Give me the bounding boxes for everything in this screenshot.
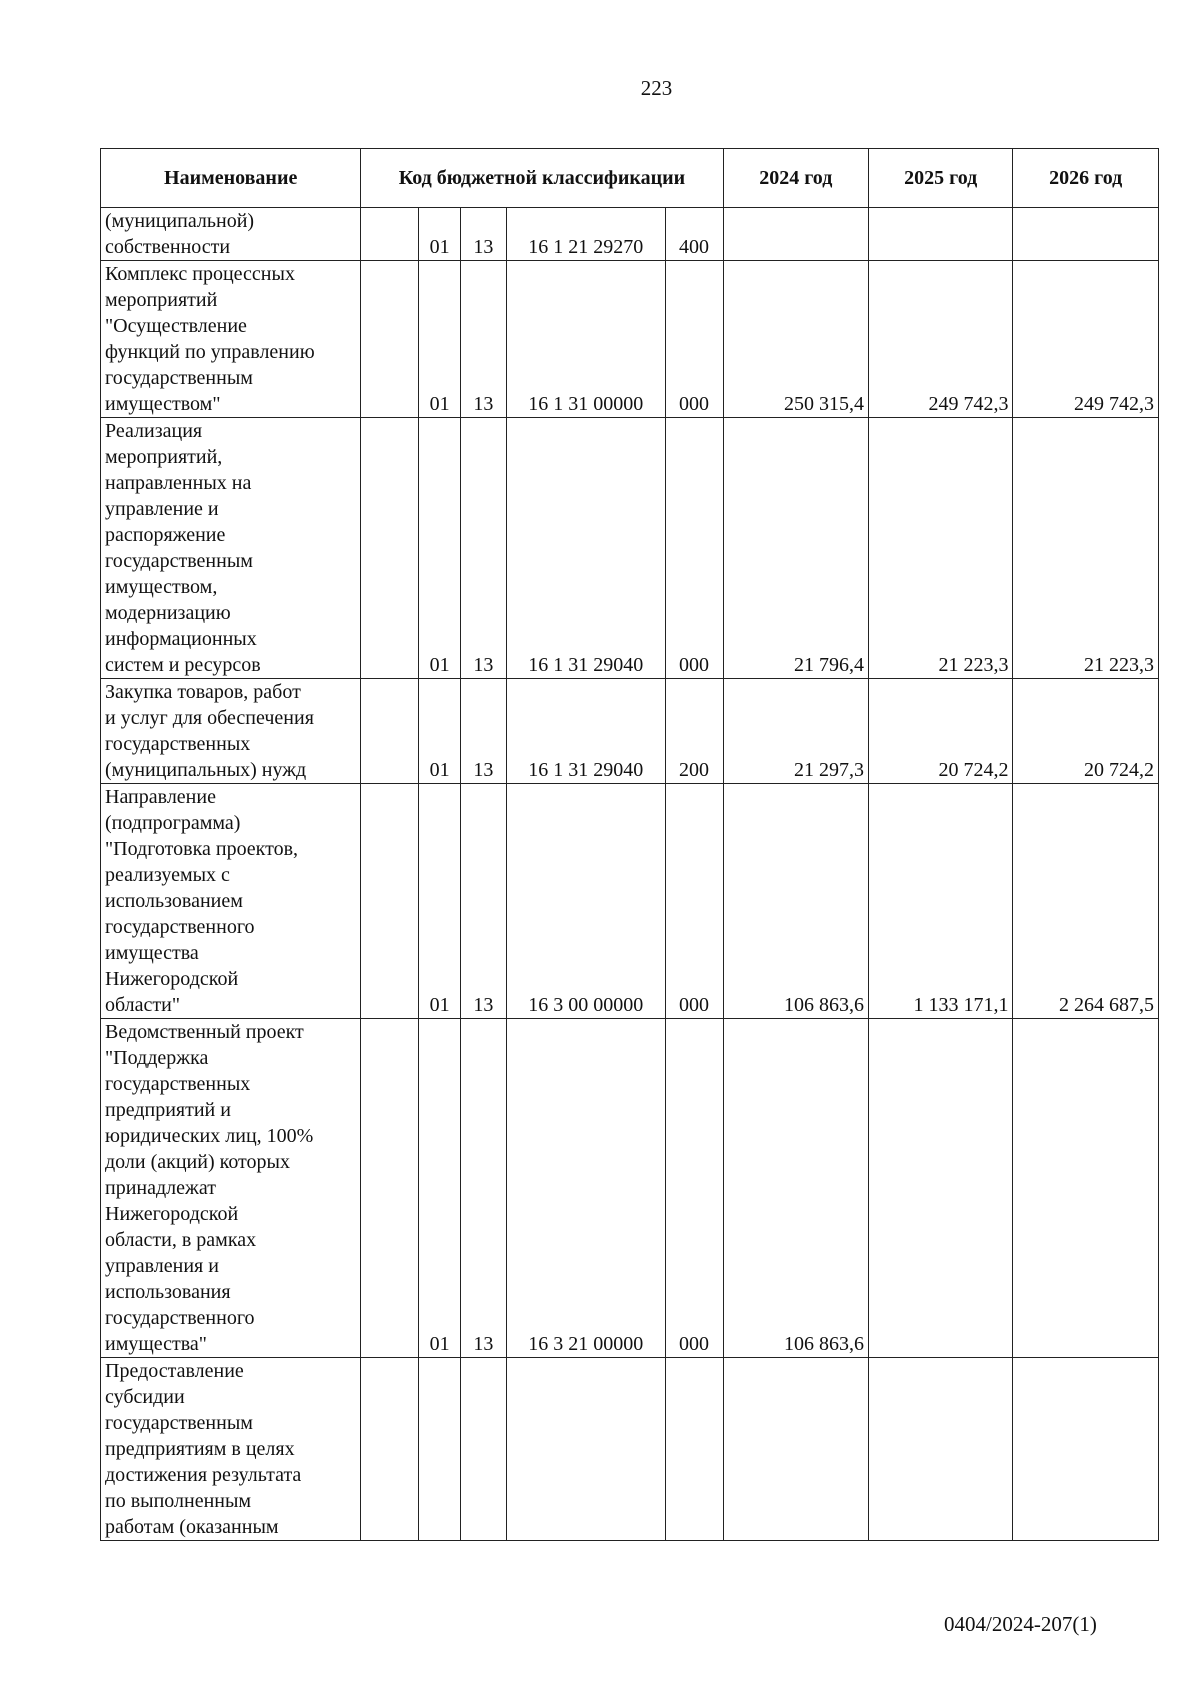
value-2025: 20 724,2 [869,679,1013,784]
code-section [419,1358,461,1541]
row-name: (муниципальной) собственности [101,208,361,261]
code-subsection: 13 [460,418,506,679]
code-subsection [460,1358,506,1541]
row-name: Предоставление субсидии государственным предприятиям в целях достижения результата по выполненным работам (оказанным [101,1358,361,1541]
header-2025: 2025 год [869,149,1013,208]
code-expense-type [665,1358,723,1541]
table-row [101,208,1159,261]
code-part-0 [361,784,419,1019]
code-expense-type: 000 [665,418,723,679]
value-2026: 249 742,3 [1013,261,1159,418]
value-2025 [869,208,1013,261]
code-target-article: 16 1 31 29040 [506,679,665,784]
row-name: Ведомственный проект "Поддержка государственных предприятий и юридических лиц, 100% доли (акций) которых принадлежат Нижегородской области, в рамках управления и использования государственного имущества" [101,1019,361,1358]
value-2026: 2 264 687,5 [1013,784,1159,1019]
header-2024: 2024 год [723,149,869,208]
code-subsection: 13 [460,784,506,1019]
code-target-article: 16 1 21 29270 [506,208,665,261]
code-expense-type: 200 [665,679,723,784]
code-subsection: 13 [460,261,506,418]
code-section: 01 [419,679,461,784]
code-part-0 [361,418,419,679]
value-2026 [1013,1019,1159,1358]
value-2024 [723,1358,869,1541]
value-2025: 1 133 171,1 [869,784,1013,1019]
code-section: 01 [419,261,461,418]
value-2026 [1013,1358,1159,1541]
table-row [101,418,1159,679]
row-name: Реализация мероприятий, направленных на управление и распоряжение государственным имуществом, модернизацию информационных систем и ресурсов [101,418,361,679]
table-header-row [101,149,1159,208]
header-name: Наименование [101,149,361,208]
table-row [101,1358,1159,1541]
value-2025 [869,1358,1013,1541]
code-part-0 [361,208,419,261]
code-expense-type: 400 [665,208,723,261]
value-2024: 106 863,6 [723,784,869,1019]
code-part-0 [361,1019,419,1358]
value-2026: 20 724,2 [1013,679,1159,784]
header-2026: 2026 год [1013,149,1159,208]
value-2025 [869,1019,1013,1358]
code-target-article: 16 3 21 00000 [506,1019,665,1358]
value-2026: 21 223,3 [1013,418,1159,679]
row-name: Направление (подпрограмма) "Подготовка проектов, реализуемых с использованием государственного имущества Нижегородской области" [101,784,361,1019]
table-row [101,784,1159,1019]
code-subsection: 13 [460,1019,506,1358]
code-expense-type: 000 [665,1019,723,1358]
code-target-article [506,1358,665,1541]
document-code: 0404/2024-207(1) [944,1612,1097,1636]
code-part-0 [361,261,419,418]
value-2024: 21 297,3 [723,679,869,784]
value-2024: 21 796,4 [723,418,869,679]
code-subsection: 13 [460,679,506,784]
code-target-article: 16 3 00 00000 [506,784,665,1019]
code-part-0 [361,1358,419,1541]
code-section: 01 [419,418,461,679]
code-subsection: 13 [460,208,506,261]
code-expense-type: 000 [665,261,723,418]
table-row [101,261,1159,418]
value-2024 [723,208,869,261]
value-2024: 250 315,4 [723,261,869,418]
code-target-article: 16 1 31 29040 [506,418,665,679]
header-classification-code: Код бюджетной классификации [361,149,723,208]
code-part-0 [361,679,419,784]
budget-table [100,148,1159,1541]
table-row [101,679,1159,784]
row-name: Закупка товаров, работ и услуг для обеспечения государственных (муниципальных) нужд [101,679,361,784]
code-section: 01 [419,784,461,1019]
page-number: 223 [640,76,673,100]
row-name: Комплекс процессных мероприятий "Осуществление функций по управлению государственным имуществом" [101,261,361,418]
code-expense-type: 000 [665,784,723,1019]
value-2026 [1013,208,1159,261]
code-section: 01 [419,1019,461,1358]
value-2024: 106 863,6 [723,1019,869,1358]
table-row [101,1019,1159,1358]
value-2025: 249 742,3 [869,261,1013,418]
code-section: 01 [419,208,461,261]
code-target-article: 16 1 31 00000 [506,261,665,418]
value-2025: 21 223,3 [869,418,1013,679]
